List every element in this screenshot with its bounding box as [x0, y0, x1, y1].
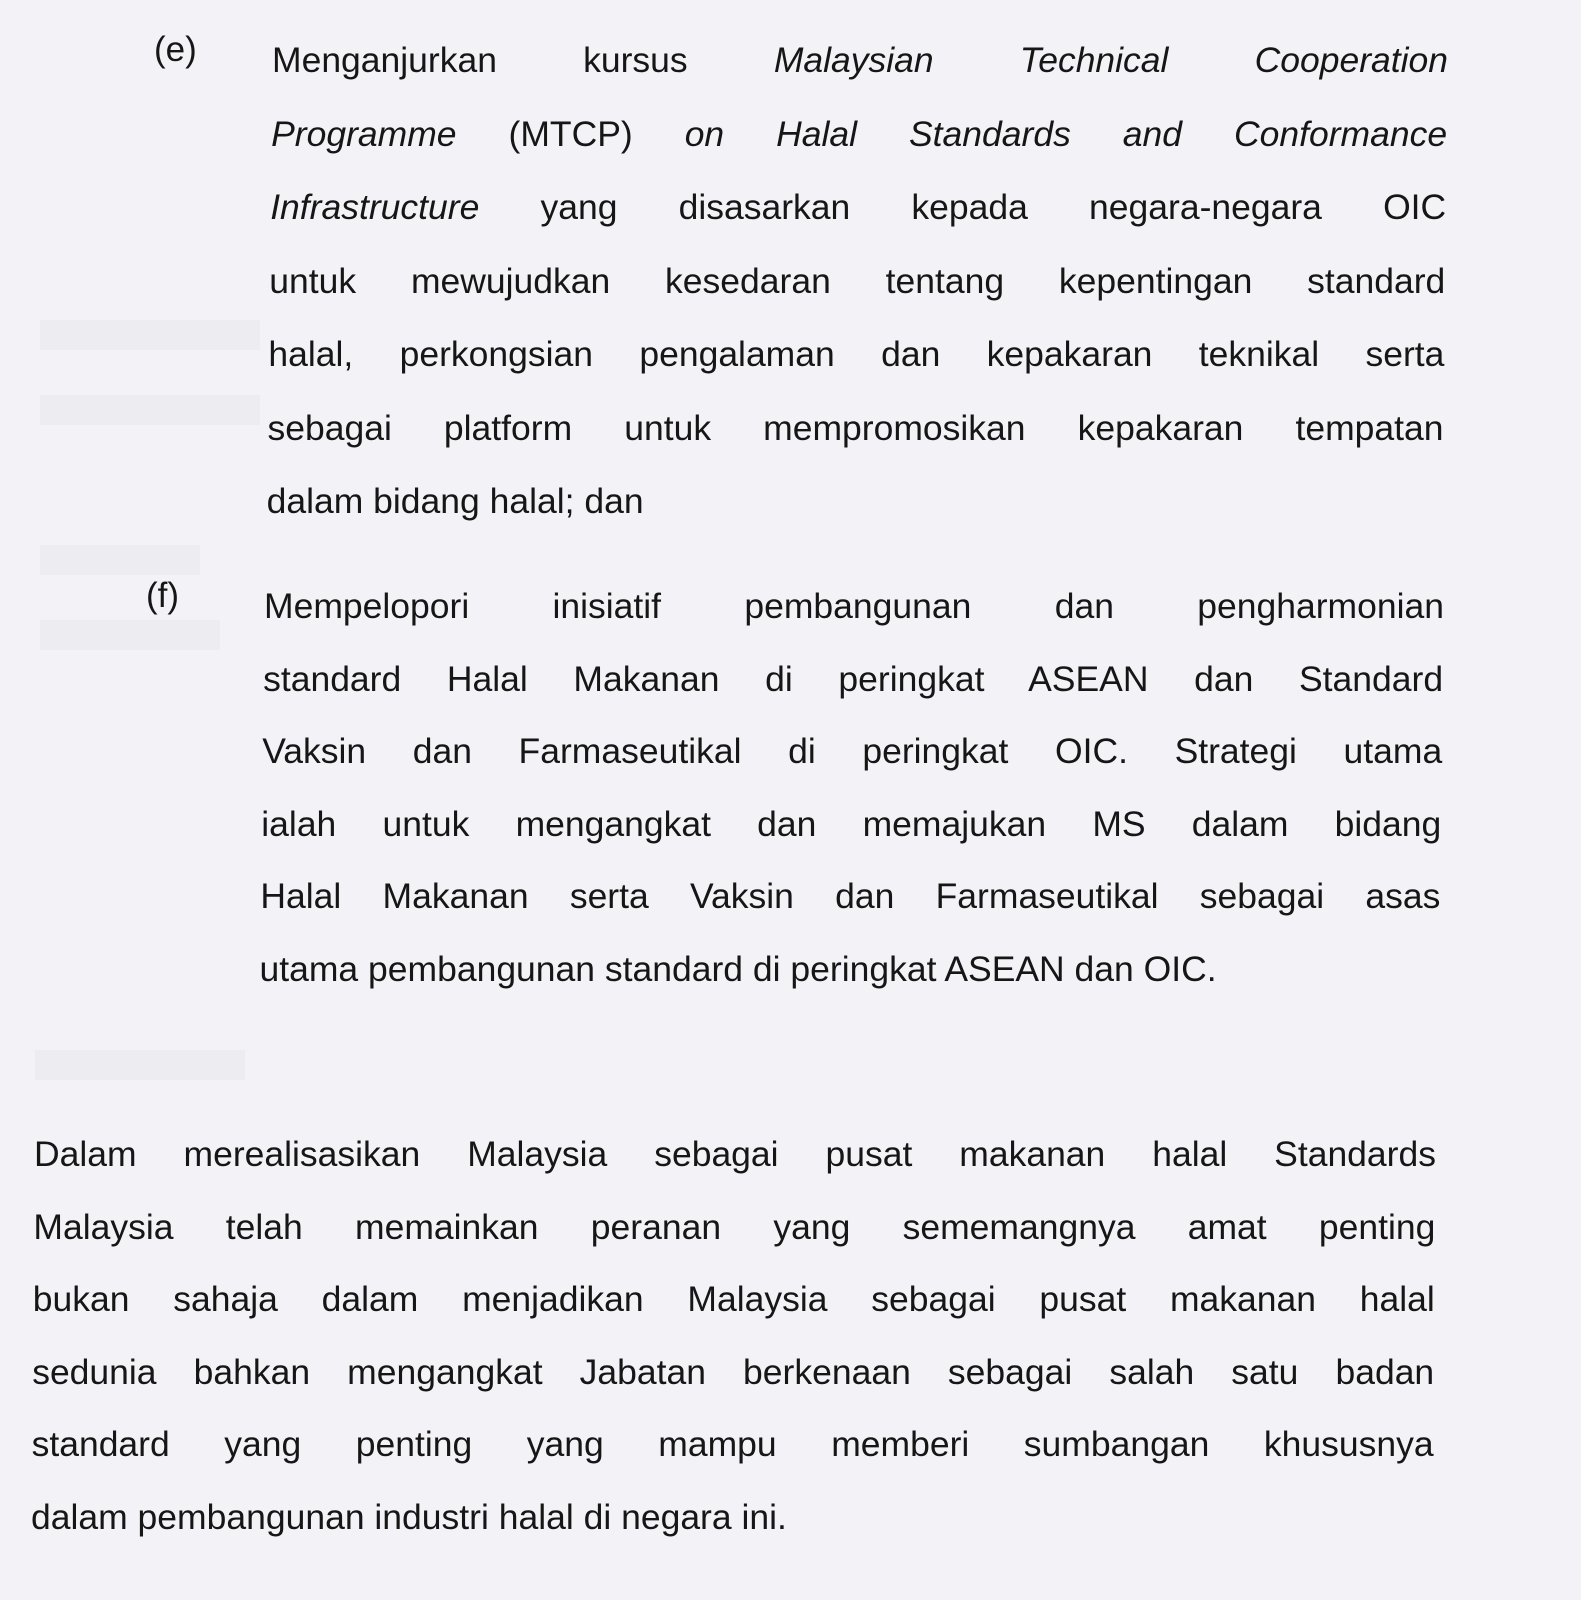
text-run: sebagai platform untuk mempromosikan kepakaran tempatan	[267, 407, 1444, 448]
text-run: utama pembangunan standard di peringkat ASEAN dan OIC.	[259, 948, 1217, 989]
text-run: bukan sahaja dalam menjadikan Malaysia sebagai pusat makanan halal	[32, 1279, 1435, 1319]
text-run: on Halal Standards and Conformance	[684, 113, 1448, 154]
list-item-line	[272, 38, 1448, 82]
text-run: Malaysian Technical Cooperation	[773, 40, 1448, 80]
list-item-line	[268, 332, 1444, 376]
text-run: standard yang penting yang mampu memberi sumbangan khususnya	[31, 1424, 1434, 1464]
text-run: Malaysia telah memainkan peranan yang sememangnya amat penting	[33, 1206, 1436, 1247]
list-item-marker: (e)	[154, 30, 197, 69]
list-item-marker: (f)	[146, 576, 180, 615]
text-run: Dalam merealisasikan Malaysia sebagai pusat makanan halal Standards	[34, 1134, 1436, 1174]
list-item-line	[269, 259, 1445, 303]
text-run: Infrastructure	[270, 187, 480, 227]
paragraph-line	[34, 1132, 1436, 1176]
list-item-line	[260, 874, 1440, 918]
text-run: yang disasarkan kepada negara-negara OIC	[479, 187, 1447, 227]
text-run: Halal Makanan serta Vaksin dan Farmaseutikal sebagai asas	[260, 876, 1441, 916]
list-item-line	[267, 479, 1443, 523]
text-run: dalam bidang halal; dan	[266, 481, 644, 521]
text-run: ialah untuk mengangkat dan memajukan MS dalam bidang	[261, 803, 1442, 844]
list-item-line	[270, 185, 1446, 229]
text-run: halal, perkongsian pengalaman dan kepakaran teknikal serta	[268, 334, 1445, 374]
list-item-line	[262, 729, 1442, 773]
paragraph-line	[31, 1495, 1433, 1539]
list-item-line	[264, 584, 1444, 628]
list-item-line	[263, 657, 1443, 701]
text-run: untuk mewujudkan kesedaran tentang kepentingan standard	[269, 260, 1446, 301]
text-run: dalam pembangunan industri halal di negara ini.	[31, 1496, 787, 1537]
paragraph-line	[32, 1422, 1434, 1466]
bleed-through-shadow	[35, 1050, 245, 1080]
list-item-line	[271, 112, 1447, 156]
list-item-line	[260, 947, 1440, 991]
paragraph-line	[33, 1277, 1435, 1321]
text-run: standard Halal Makanan di peringkat ASEAN dan Standard	[263, 658, 1444, 699]
text-run: Mempelopori inisiatif pembangunan dan pengharmonian	[264, 586, 1444, 626]
text-run: (MTCP)	[456, 113, 685, 154]
paragraph-line	[32, 1350, 1434, 1394]
paragraph-line	[33, 1205, 1435, 1249]
bleed-through-shadow	[40, 320, 260, 350]
text-run: Programme	[271, 113, 457, 154]
bleed-through-shadow	[40, 545, 200, 575]
text-run: Vaksin dan Farmaseutikal di peringkat OIC. Strategi utama	[262, 731, 1443, 771]
text-run: sedunia bahkan mengangkat Jabatan berkenaan sebagai salah satu badan	[32, 1351, 1435, 1392]
bleed-through-shadow	[40, 620, 220, 650]
bleed-through-shadow	[40, 395, 260, 425]
list-item-line	[268, 406, 1444, 450]
text-run: Menganjurkan kursus	[272, 40, 774, 80]
list-item-line	[261, 802, 1441, 846]
